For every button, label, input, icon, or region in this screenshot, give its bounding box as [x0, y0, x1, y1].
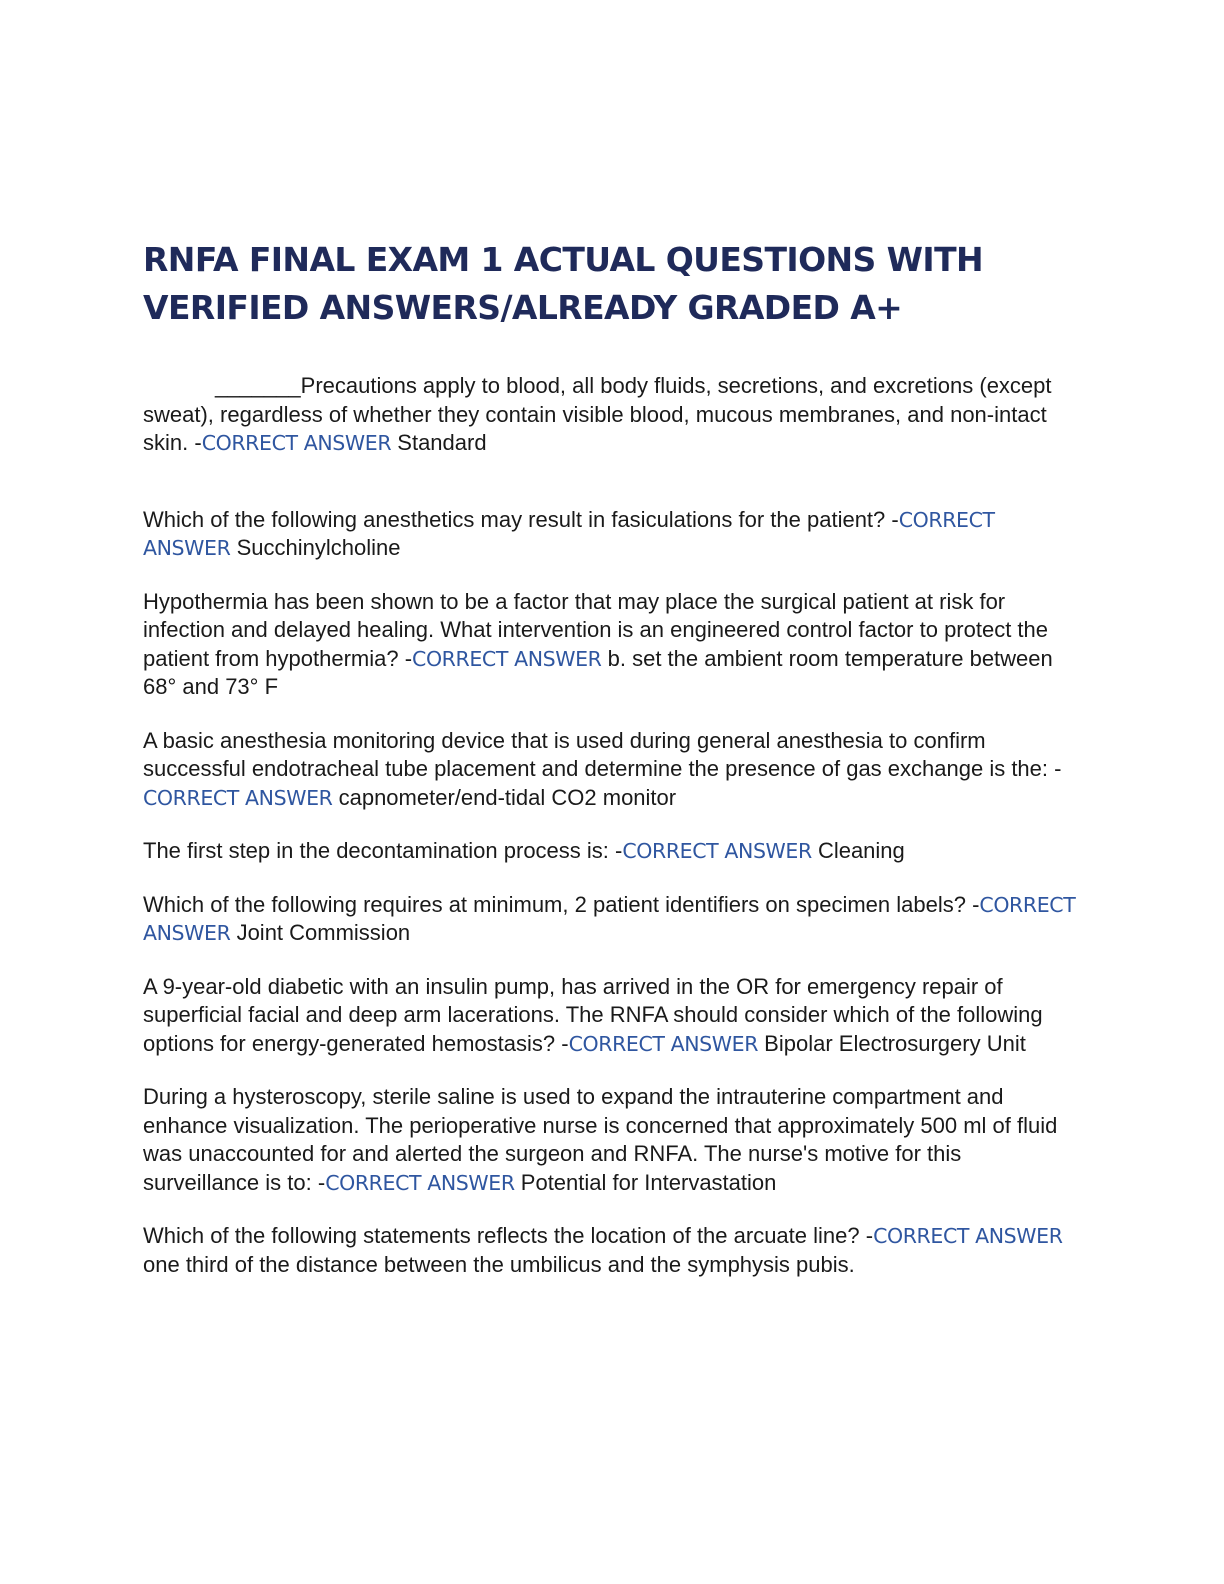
correct-answer-marker: CORRECT ANSWER — [143, 507, 995, 560]
correct-answer-marker: CORRECT ANSWER — [325, 1170, 515, 1195]
qa-item — [143, 837, 1083, 866]
qa-item — [143, 1083, 1083, 1197]
answer-text: Succhinylcholine — [230, 535, 401, 560]
question-text: A 9-year-old diabetic with an insulin pump, has arrived in the OR for emergency repair of superficial facial and deep arm lacerations. The RNFA should consider which of the following options for energy-generated hemostasis? - — [143, 973, 1043, 1056]
qa-item — [143, 588, 1083, 702]
correct-answer-marker: CORRECT ANSWER — [568, 1031, 759, 1056]
answer-text: Potential for Intervastation — [514, 1169, 777, 1195]
answer-text: Bipolar Electrosurgery Unit — [758, 1030, 1026, 1056]
qa-list — [143, 372, 1083, 1304]
answer-text: one third of the distance between the umbilicus and the symphysis pubis. — [143, 1251, 855, 1277]
qa-item — [143, 506, 1083, 563]
qa-item — [143, 973, 1083, 1059]
answer-text: capnometer/end-tidal CO2 monitor — [332, 784, 677, 810]
answer-text: b. set the ambient room temperature between 68° and 73° F — [143, 645, 1053, 699]
question-text: During a hysteroscopy, sterile saline is used to expand the intrauterine compartment and enhance visualization. The perioperative nurse is concerned that approximately 500 ml of fluid was unaccounted for and alerted the surgeon and RNFA. The nurse's motive for this surveillance is to: - — [143, 1084, 1058, 1195]
correct-answer-marker: CORRECT ANSWER — [622, 839, 812, 863]
question-text: Which of the following statements reflects the location of the arcuate line? - — [143, 1223, 874, 1248]
question-text: _______Precautions apply to blood, all body fluids, secretions, and excretions (except sweat), regardless of whether they contain visible blood, mucous membranes, and non-intact skin. - — [143, 373, 1052, 455]
question-text: A basic anesthesia monitoring device that is used during general anesthesia to confirm successful endotracheal tube placement and determine the presence of gas exchange is the: - — [143, 727, 1062, 781]
document-title: RNFA FINAL EXAM 1 ACTUAL QUESTIONS WITH VERIFIED ANSWERS/ALREADY GRADED A+ — [143, 240, 983, 327]
correct-answer-marker: CORRECT ANSWER — [143, 892, 1076, 945]
question-text: The first step in the decontamination process is: - — [143, 838, 623, 863]
qa-item — [143, 891, 1083, 948]
answer-text: Cleaning — [811, 838, 905, 863]
qa-item — [143, 372, 1083, 458]
qa-item — [143, 727, 1083, 813]
correct-answer-marker: CORRECT ANSWER — [201, 431, 392, 455]
answer-text: Joint Commission — [230, 920, 411, 945]
correct-answer-marker: CORRECT ANSWER — [873, 1224, 1063, 1248]
correct-answer-marker: CORRECT ANSWER — [412, 646, 602, 671]
question-text: Which of the following anesthetics may result in fasiculations for the patient? - — [143, 506, 899, 532]
answer-text: Standard — [391, 430, 487, 455]
question-text: Hypothermia has been shown to be a factor that may place the surgical patient at risk for infection and delayed healing. What intervention is an engineered control factor to protect the patient from hypothermia? - — [143, 588, 1049, 671]
correct-answer-marker: CORRECT ANSWER — [143, 785, 333, 810]
qa-item — [143, 1222, 1083, 1279]
question-text: Which of the following requires at minimum, 2 patient identifiers on specimen labels? - — [143, 891, 980, 917]
